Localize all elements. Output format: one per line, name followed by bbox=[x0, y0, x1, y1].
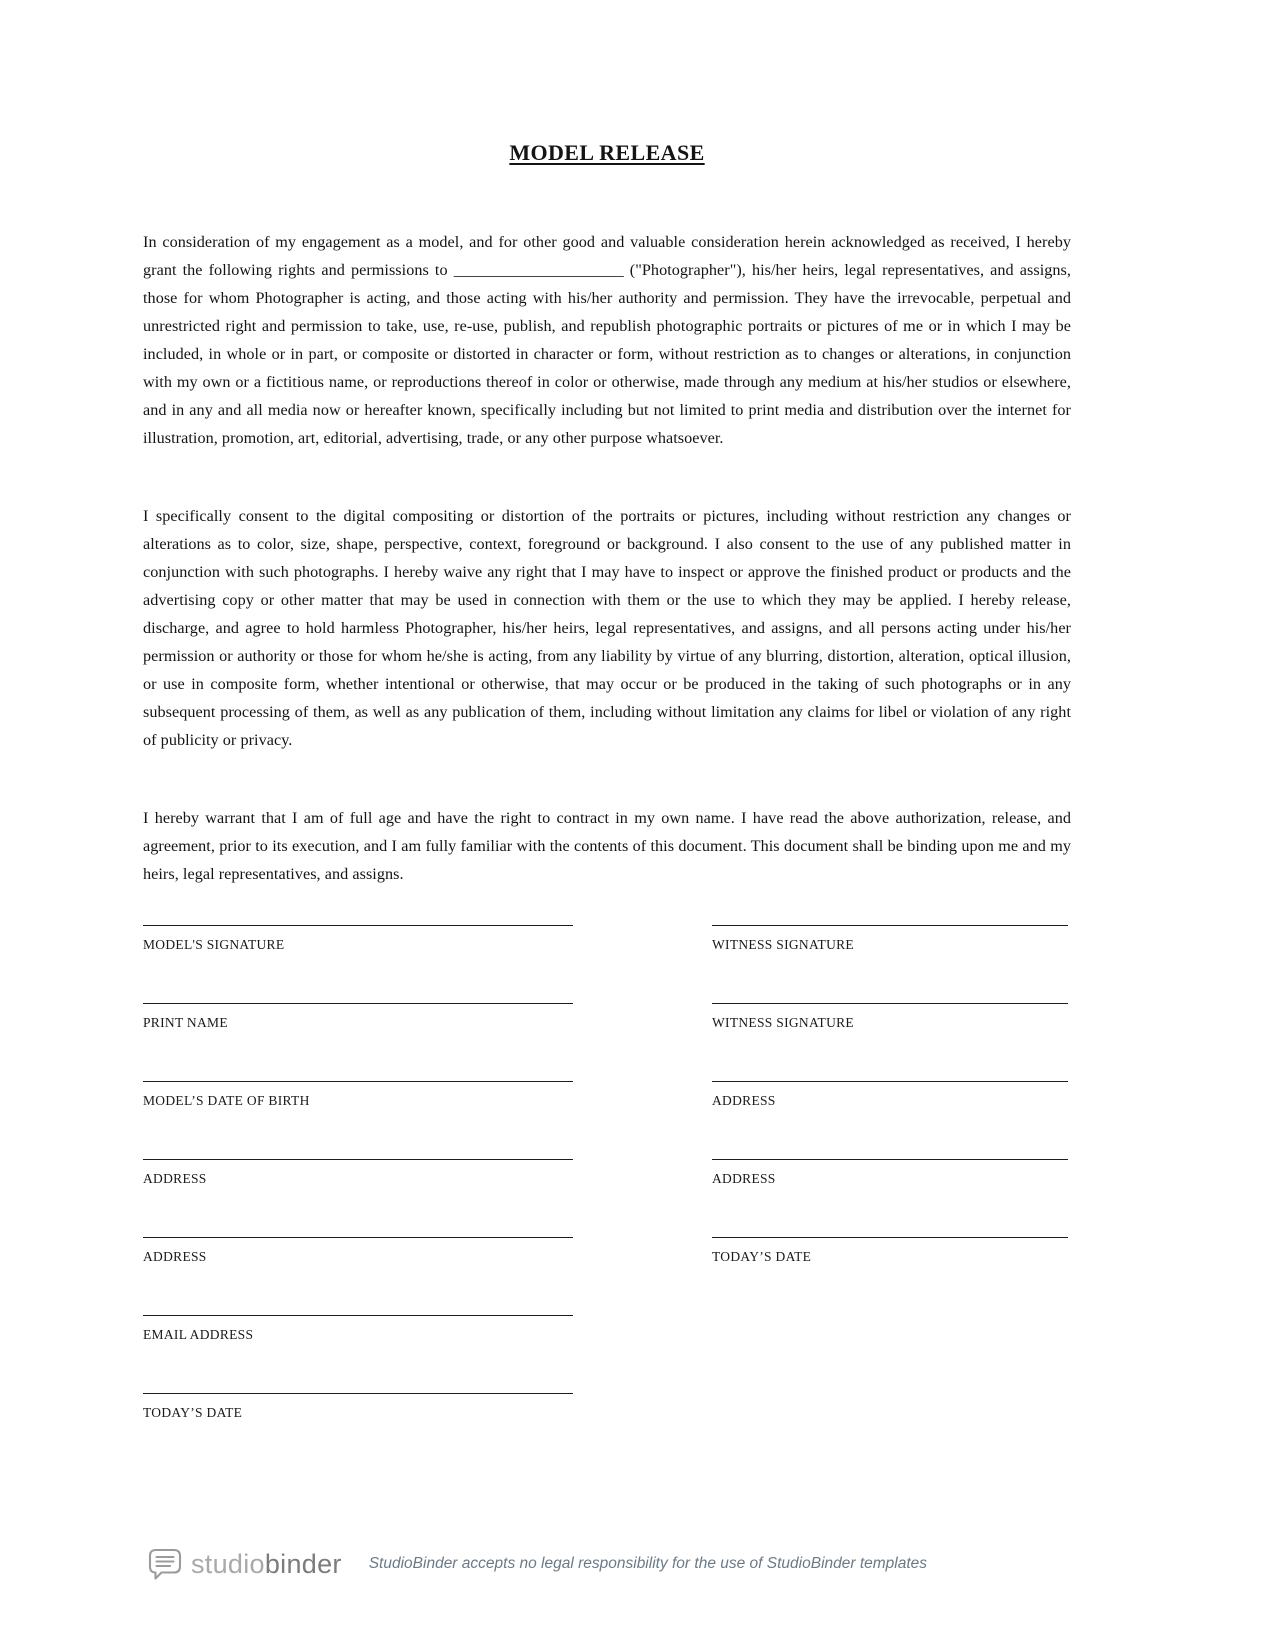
field-email-address[interactable] bbox=[143, 1315, 573, 1393]
signature-field-label: TODAY’S DATE bbox=[712, 1249, 812, 1264]
signature-column-left bbox=[143, 925, 573, 1471]
grant-text-after-blank: ("Photographer"), his/her heirs, legal representatives, and assigns, those for whom Photographer is acting, and those acting with his/her authority and permission. They have the irrevocable, perpetual and unrestricted right and permission to take, use, re-use, publish, and republish photographic portraits or pictures of me or in which I may be included, in whole or in part, or composite or distorted in character or form, without restriction as to changes or alterations, in conjunction with my own or a fictitious name, or reproductions thereof in color or otherwise, made through any medium at his/her studios or elsewhere, and in any and all media now or hereafter known, specifically including but not limited to print media and distribution over the internet for illustration, promotion, art, editorial, advertising, trade, or any other purpose whatsoever. bbox=[143, 261, 1071, 447]
speech-bubble-icon bbox=[148, 1548, 182, 1581]
field-model-date-of-birth[interactable] bbox=[143, 1081, 573, 1159]
signature-field-label: MODEL’S DATE OF BIRTH bbox=[143, 1093, 310, 1108]
signature-field-label: MODEL'S SIGNATURE bbox=[143, 937, 285, 952]
signature-field-label: PRINT NAME bbox=[143, 1015, 228, 1030]
field-model-address-2[interactable] bbox=[143, 1237, 573, 1315]
paragraph-grant-of-rights bbox=[143, 228, 1071, 452]
signature-field-label: WITNESS SIGNATURE bbox=[712, 1015, 854, 1030]
grant-text-before-blank: In consideration of my engagement as a model, and for other good and valuable consideration herein acknowledged as received, I hereby grant the following rights and permissions to bbox=[143, 233, 1071, 279]
photographer-name-blank[interactable]: _____________________ bbox=[453, 261, 624, 279]
studiobinder-logo bbox=[148, 1548, 342, 1581]
paragraph-warranty: I hereby warrant that I am of full age and have the right to contract in my own name. I have read the above authorization, release, and agreement, prior to its execution, and I am fully familiar with the contents of this document. This document shall be binding upon me and my heirs, legal representatives, and assigns. bbox=[143, 809, 1071, 883]
field-model-address-1[interactable] bbox=[143, 1159, 573, 1237]
field-print-name[interactable] bbox=[143, 1003, 573, 1081]
brand-studio-text: studio bbox=[191, 1548, 265, 1579]
document-title: MODEL RELEASE bbox=[509, 140, 705, 165]
footer-disclaimer: StudioBinder accepts no legal responsibility for the use of StudioBinder templates bbox=[368, 1555, 928, 1572]
brand-wordmark bbox=[191, 1549, 342, 1580]
field-witness-address-2[interactable] bbox=[712, 1159, 1068, 1237]
signature-field-label: ADDRESS bbox=[712, 1171, 776, 1186]
signature-field-label: WITNESS SIGNATURE bbox=[712, 937, 854, 952]
signature-field-label: ADDRESS bbox=[143, 1249, 207, 1264]
paragraph-consent-release: I specifically consent to the digital compositing or distortion of the portraits or pictures, including without restriction any changes or alterations as to color, size, shape, perspective, context, foreground or background. I also consent to the use of any published matter in conjunction with such photographs. I hereby waive any right that I may have to inspect or approve the finished product or products and the advertising copy or other matter that may be used in connection with them or the use to which they may be applied. I hereby release, discharge, and agree to hold harmless Photographer, his/her heirs, legal representatives, and assigns, and all persons acting under his/her permission or authority or those for whom he/she is acting, from any liability by virtue of any blurring, distortion, alteration, optical illusion, or use in composite form, whether intentional or otherwise, that may occur or be produced in the taking of such photographs or in any subsequent processing of them, as well as any publication of them, including without limitation any claims for libel or violation of any right of publicity or privacy. bbox=[143, 507, 1071, 749]
field-model-signature[interactable] bbox=[143, 925, 573, 1003]
brand-binder-text: binder bbox=[264, 1548, 342, 1579]
field-witness-todays-date[interactable] bbox=[712, 1237, 1068, 1315]
footer bbox=[148, 1546, 927, 1582]
document-body bbox=[143, 228, 1071, 938]
signature-field-label: EMAIL ADDRESS bbox=[143, 1327, 254, 1342]
signature-field-label: ADDRESS bbox=[712, 1093, 776, 1108]
field-witness-signature-2[interactable] bbox=[712, 1003, 1068, 1081]
signature-field-label: TODAY’S DATE bbox=[143, 1405, 243, 1420]
field-model-todays-date[interactable] bbox=[143, 1393, 573, 1471]
signature-field-label: ADDRESS bbox=[143, 1171, 207, 1186]
field-witness-address-1[interactable] bbox=[712, 1081, 1068, 1159]
field-witness-signature-1[interactable] bbox=[712, 925, 1068, 1003]
signature-column-right bbox=[712, 925, 1068, 1315]
